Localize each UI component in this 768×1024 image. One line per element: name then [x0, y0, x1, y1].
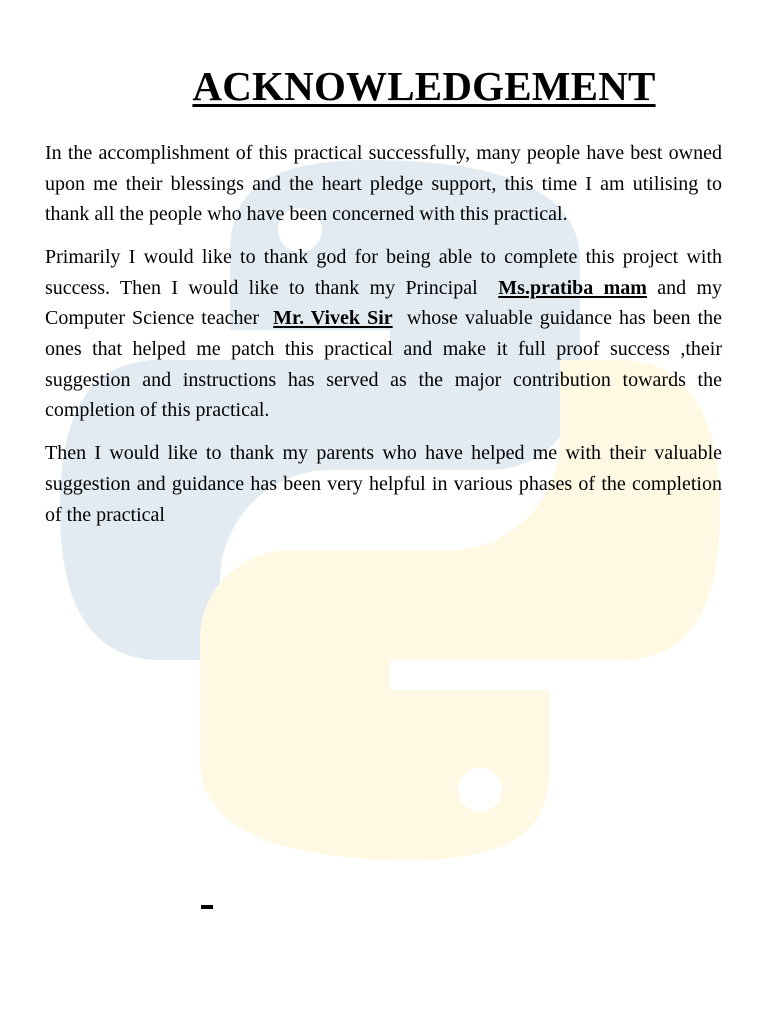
document-title: ACKNOWLEDGEMENT: [192, 63, 656, 109]
paragraph-thanks-part-2: and my Computer Science teacher: [45, 276, 723, 330]
paragraph-parents: Then I would like to thank my parents who have helped me with their valuable suggestion and guidance has been very helpful in various phases of the completion of the practical: [45, 442, 722, 526]
document-body: [45, 138, 722, 543]
paragraph-thanks-part-1: Primarily I would like to thank god for being able to complete this project with success. Then I would like to thank my Principal: [45, 246, 722, 299]
paragraph-thanks-part-3: whose valuable guidance has been the ones that helped me patch this practical and make it full proof success ,their suggestion and instructions has served as the major contribution towards the completion of this practical.: [45, 307, 723, 422]
teacher-name: Mr. Vivek Sir: [273, 307, 393, 330]
paragraph-intro: In the accomplishment of this practical successfully, many people have best owned upon me their blessings and the heart pledge support, this time I am utilising to thank all the people who have been concerned with this practical.: [45, 142, 722, 226]
principal-name: Ms.pratiba mam: [498, 276, 647, 299]
paragraph-thanks: [45, 242, 722, 426]
stray-dash: [201, 905, 213, 909]
